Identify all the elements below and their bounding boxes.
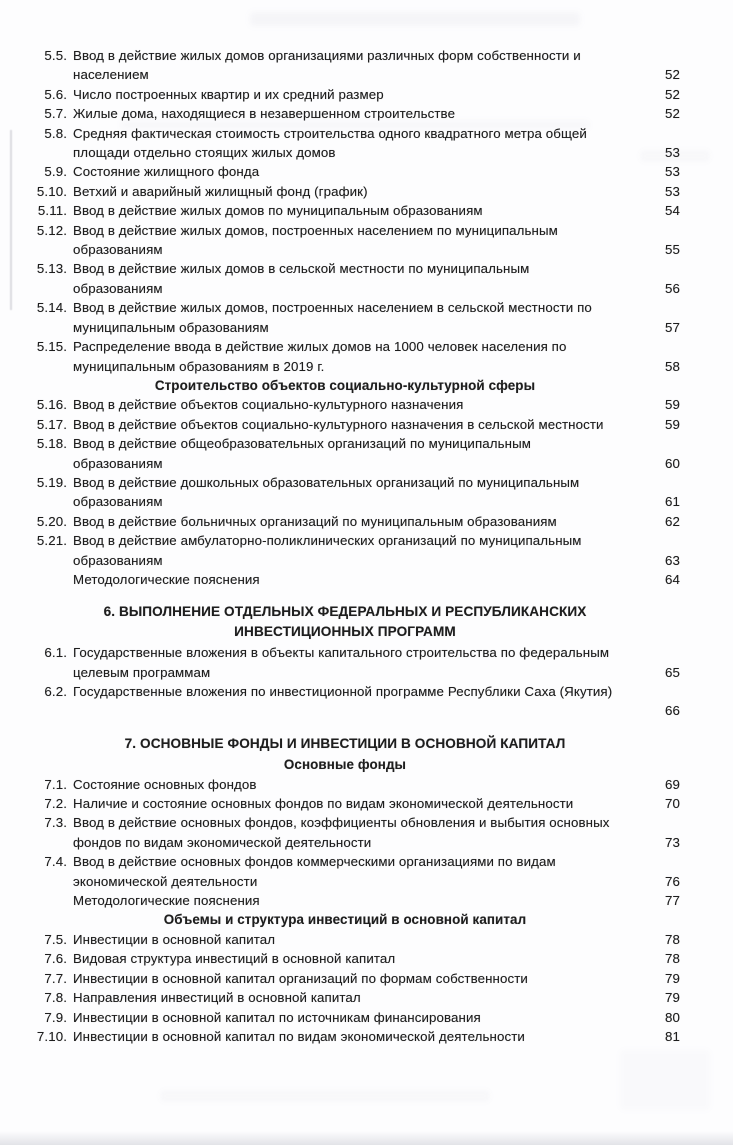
entry-page: 61 xyxy=(665,494,680,510)
toc-entry xyxy=(0,531,733,570)
section-subheader xyxy=(0,376,733,395)
toc-entry-line xyxy=(0,46,733,65)
toc-entry-line xyxy=(0,259,733,278)
entry-page: 53 xyxy=(665,183,680,199)
toc-entry xyxy=(0,794,733,813)
toc-entry-line xyxy=(0,162,733,181)
entry-page: 64 xyxy=(665,571,680,587)
entry-page: 79 xyxy=(665,990,680,1006)
entry-number: 5.7. xyxy=(44,106,67,122)
toc-entry xyxy=(0,46,733,85)
entry-number: 5.6. xyxy=(44,86,67,102)
entry-title: образованиям xyxy=(73,280,163,296)
toc-entry-line xyxy=(0,643,733,662)
entry-title: Методологические пояснения xyxy=(73,893,260,909)
toc-entry-line xyxy=(0,65,733,84)
entry-page: 53 xyxy=(665,164,680,180)
entry-number: 7.2. xyxy=(44,796,67,812)
entry-title: образованиям xyxy=(73,552,163,568)
toc-entry xyxy=(0,643,733,682)
entry-number: 7.1. xyxy=(44,776,67,792)
toc-entry-line xyxy=(0,701,733,720)
entry-number: 7.9. xyxy=(44,1009,67,1025)
toc-entry-line xyxy=(0,949,733,968)
toc-entry-line xyxy=(0,1008,733,1027)
entry-title: Ввод в действие объектов социально-культурного назначения xyxy=(73,397,464,413)
toc-entry xyxy=(0,1027,733,1046)
toc-entry xyxy=(0,930,733,949)
toc-entry-line xyxy=(0,891,733,910)
toc-entry xyxy=(0,852,733,891)
entry-number: 5.18. xyxy=(36,436,67,452)
entry-number: 7.4. xyxy=(44,854,67,870)
toc-entry xyxy=(0,415,733,434)
entry-title: Направления инвестиций в основной капитал xyxy=(73,990,361,1006)
toc-entry xyxy=(0,221,733,260)
entry-number: 5.17. xyxy=(36,416,67,432)
entry-number: 5.20. xyxy=(36,513,67,529)
chapter-header xyxy=(0,734,733,753)
entry-page: 56 xyxy=(665,280,680,296)
toc-entry-line xyxy=(0,833,733,852)
entry-number: 5.12. xyxy=(36,222,67,238)
entry-title: Ввод в действие жилых домов, построенных населением в сельской местности по xyxy=(73,300,592,316)
header-line: ИНВЕСТИЦИОННЫХ ПРОГРАММ xyxy=(234,623,456,639)
section-subheader xyxy=(0,755,733,774)
entry-page: 78 xyxy=(665,931,680,947)
entry-number: 5.10. xyxy=(36,183,67,199)
entry-title: Государственные вложения в объекты капитального строительства по федеральным xyxy=(73,645,610,661)
entry-number: 5.9. xyxy=(44,164,67,180)
toc-entry-line xyxy=(0,682,733,701)
entry-title: образованиям xyxy=(73,494,163,510)
entry-title: Число построенных квартир и их средний размер xyxy=(73,86,384,102)
entry-page: 79 xyxy=(665,970,680,986)
entry-number: 5.15. xyxy=(36,339,67,355)
section-subheader xyxy=(0,910,733,929)
toc-entry-line xyxy=(0,434,733,453)
entry-number: 6.2. xyxy=(44,684,67,699)
toc-entry-line xyxy=(0,318,733,337)
entry-page: 52 xyxy=(665,106,680,122)
toc-entry-line xyxy=(0,182,733,201)
entry-page: 69 xyxy=(665,776,680,792)
entry-title: Инвестиции в основной капитал организаций по формам собственности xyxy=(73,970,528,986)
toc-entry xyxy=(0,775,733,794)
header-line: 6. ВЫПОЛНЕНИЕ ОТДЕЛЬНЫХ ФЕДЕРАЛЬНЫХ И РЕСПУБЛИКАНСКИХ xyxy=(103,604,587,620)
entry-page: 59 xyxy=(665,416,680,432)
toc-entry xyxy=(0,395,733,414)
entry-page: 52 xyxy=(665,67,680,83)
toc-entry xyxy=(0,337,733,376)
entry-title: Инвестиции в основной капитал по источникам финансирования xyxy=(73,1009,481,1025)
toc-entry xyxy=(0,891,733,910)
toc-entry-line xyxy=(0,852,733,871)
entry-title: Ввод в действие основных фондов, коэффициенты обновления и выбытия основных xyxy=(73,815,610,831)
entry-title: Средняя фактическая стоимость строительства одного квадратного метра общей xyxy=(73,125,587,141)
entry-page: 66 xyxy=(665,703,680,719)
toc-entry xyxy=(0,85,733,104)
entry-page: 63 xyxy=(665,552,680,568)
entry-page: 73 xyxy=(665,834,680,850)
toc-entry-line xyxy=(0,337,733,356)
toc-entry-line xyxy=(0,298,733,317)
entry-title: Ввод в действие дошкольных образовательных организаций по муниципальным xyxy=(73,474,580,490)
toc-entry xyxy=(0,434,733,473)
entry-number: 7.8. xyxy=(44,990,67,1006)
entry-page: 52 xyxy=(665,86,680,102)
entry-number: 5.21. xyxy=(36,533,67,549)
entry-page: 77 xyxy=(665,893,680,909)
toc-entry-line xyxy=(0,570,733,589)
entry-title: Жилые дома, находящиеся в незавершенном строительстве xyxy=(73,106,456,122)
entry-number: 5.13. xyxy=(36,261,67,277)
entry-title: Ввод в действие жилых домов, построенных населением по муниципальным xyxy=(73,222,558,238)
toc-entry-line xyxy=(0,930,733,949)
toc-entry-line xyxy=(0,415,733,434)
toc-entry xyxy=(0,988,733,1007)
toc-entry xyxy=(0,473,733,512)
entry-title: Ввод в действие общеобразовательных организаций по муниципальным xyxy=(73,436,531,452)
entry-page: 78 xyxy=(665,951,680,967)
entry-title: Инвестиции в основной капитал xyxy=(73,931,276,947)
entry-number: 7.3. xyxy=(44,815,67,831)
entry-number: 7.10. xyxy=(36,1028,67,1044)
toc-entry-line xyxy=(0,104,733,123)
toc-entry-line xyxy=(0,395,733,414)
header-line: Объемы и структура инвестиций в основной капитал xyxy=(163,912,527,928)
entry-title: площади отдельно стоящих жилых домов xyxy=(73,145,336,161)
toc-entry-line xyxy=(0,124,733,143)
toc-entry-line xyxy=(0,531,733,550)
toc-entry-line xyxy=(0,279,733,298)
entry-title: Государственные вложения по инвестиционной программе Республики Саха (Якутия) xyxy=(73,684,613,699)
toc-entry-line xyxy=(0,492,733,511)
toc-entry-line xyxy=(0,454,733,473)
toc-entry-line xyxy=(0,775,733,794)
toc-entry xyxy=(0,682,733,721)
entry-page: 65 xyxy=(665,664,680,680)
toc-entry-line xyxy=(0,221,733,240)
toc-entry xyxy=(0,1008,733,1027)
entry-title: фондов по видам экономической деятельности xyxy=(73,834,372,850)
entry-page: 53 xyxy=(665,145,680,161)
entry-title: Инвестиции в основной капитал по видам экономической деятельности xyxy=(73,1028,525,1044)
entry-page: 54 xyxy=(665,203,680,219)
toc-entry-line xyxy=(0,201,733,220)
entry-number: 5.16. xyxy=(36,397,67,413)
toc-entry xyxy=(0,182,733,201)
entry-number: 5.14. xyxy=(36,300,67,316)
toc-entry-line xyxy=(0,794,733,813)
toc-entry xyxy=(0,298,733,337)
entry-title: образованиям xyxy=(73,455,163,471)
entry-title: целевым программам xyxy=(73,664,211,680)
toc-entry xyxy=(0,570,733,589)
page-edge-shadow xyxy=(0,1131,733,1145)
entry-number: 5.5. xyxy=(44,48,67,63)
entry-title: муниципальным образованиям в 2019 г. xyxy=(73,358,325,374)
entry-title: Видовая структура инвестиций в основной капитал xyxy=(73,951,396,967)
toc-entry-line xyxy=(0,512,733,531)
toc-entry-line xyxy=(0,988,733,1007)
header-line: 7. ОСНОВНЫЕ ФОНДЫ И ИНВЕСТИЦИИ В ОСНОВНОЙ КАПИТАЛ xyxy=(124,735,566,751)
entry-number: 7.6. xyxy=(44,951,67,967)
entry-title: Ввод в действие основных фондов коммерческими организациями по видам xyxy=(73,854,556,870)
entry-page: 59 xyxy=(665,397,680,413)
toc-entry-line xyxy=(0,240,733,259)
entry-title: Состояние жилищного фонда xyxy=(73,164,260,180)
entry-page: 70 xyxy=(665,796,680,812)
entry-number: 7.7. xyxy=(44,970,67,986)
scan-artifact xyxy=(250,12,580,26)
header-line: Основные фонды xyxy=(283,757,407,773)
toc-entry-line xyxy=(0,551,733,570)
entry-number: 5.19. xyxy=(36,474,67,490)
toc-entry-line xyxy=(0,969,733,988)
entry-title: населением xyxy=(73,67,149,83)
entry-title: Ввод в действие жилых домов организациями различных форм собственности и xyxy=(73,48,581,63)
entry-title: Ввод в действие жилых домов по муниципальным образованиям xyxy=(73,203,483,219)
scan-artifact xyxy=(620,1050,710,1110)
entry-title: Методологические пояснения xyxy=(73,571,260,587)
toc-entry-line xyxy=(0,663,733,682)
entry-page: 58 xyxy=(665,358,680,374)
chapter-header xyxy=(0,602,733,641)
toc-entry-line xyxy=(0,872,733,891)
toc-list xyxy=(0,46,733,1046)
toc-entry xyxy=(0,969,733,988)
entry-title: Распределение ввода в действие жилых домов на 1000 человек населения по xyxy=(73,339,567,355)
entry-page: 60 xyxy=(665,455,680,471)
entry-number: 7.5. xyxy=(44,931,67,947)
toc-entry xyxy=(0,259,733,298)
toc-entry xyxy=(0,512,733,531)
toc-entry-line xyxy=(0,473,733,492)
entry-title: Ветхий и аварийный жилищный фонд (график) xyxy=(73,183,368,199)
entry-title: Ввод в действие объектов социально-культурного назначения в сельской местности xyxy=(73,416,604,432)
entry-page: 81 xyxy=(665,1028,680,1044)
entry-title: Ввод в действие больничных организаций по муниципальным образованиям xyxy=(73,513,557,529)
entry-page: 80 xyxy=(665,1009,680,1025)
entry-title: муниципальным образованиям xyxy=(73,319,269,335)
entry-page: 57 xyxy=(665,319,680,335)
entry-title: экономической деятельности xyxy=(73,873,258,889)
entry-page: 55 xyxy=(665,242,680,258)
entry-title: образованиям xyxy=(73,242,163,258)
entry-page: 76 xyxy=(665,873,680,889)
entry-title: Ввод в действие амбулаторно-поликлинических организаций по муниципальным xyxy=(73,533,582,549)
toc-entry xyxy=(0,201,733,220)
scan-artifact xyxy=(160,1090,490,1102)
toc-entry xyxy=(0,162,733,181)
toc-entry xyxy=(0,104,733,123)
toc-entry-line xyxy=(0,85,733,104)
toc-entry xyxy=(0,124,733,163)
entry-number: 5.8. xyxy=(44,125,67,141)
toc-entry-line xyxy=(0,813,733,832)
entry-title: Ввод в действие жилых домов в сельской местности по муниципальным xyxy=(73,261,530,277)
entry-title: Состояние основных фондов xyxy=(73,776,257,792)
toc-entry-line xyxy=(0,143,733,162)
toc-entry xyxy=(0,813,733,852)
entry-number: 6.1. xyxy=(44,645,67,661)
toc-entry xyxy=(0,949,733,968)
header-line: Строительство объектов социально-культурной сферы xyxy=(154,377,536,393)
toc-entry-line xyxy=(0,357,733,376)
toc-entry-line xyxy=(0,1027,733,1046)
entry-number: 5.11. xyxy=(37,203,67,219)
entry-page: 62 xyxy=(665,513,680,529)
entry-title: Наличие и состояние основных фондов по видам экономической деятельности xyxy=(73,796,574,812)
